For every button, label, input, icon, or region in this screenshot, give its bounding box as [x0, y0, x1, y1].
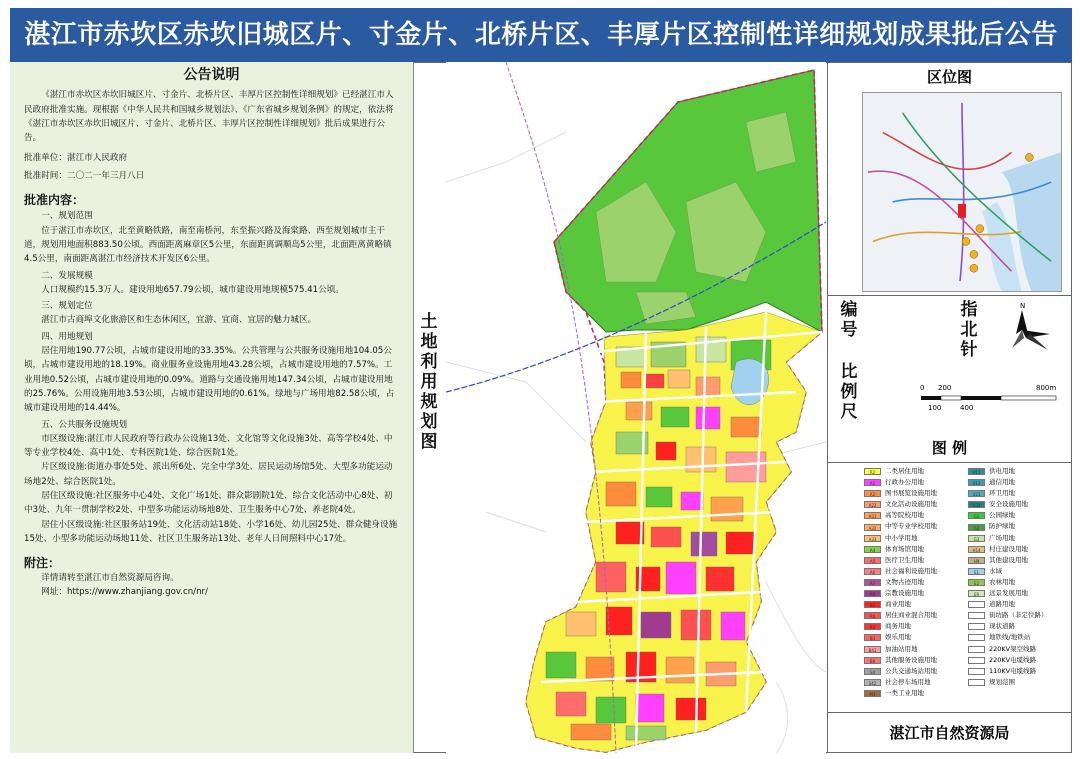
legend-label: 社会停车场用地 [885, 677, 931, 686]
legend-right-item [968, 477, 1048, 488]
legend-label: 文化活动设施用地 [885, 500, 937, 509]
legend-swatch: A6 [864, 568, 881, 575]
legend-left-column [864, 466, 937, 699]
appendix-heading: 附注： [24, 556, 61, 571]
legend-label: 其他建设用地 [989, 555, 1028, 564]
legend-left-item [864, 632, 937, 643]
notice-panel [10, 62, 414, 753]
legend-label: 现状道路 [989, 622, 1015, 631]
legend-swatch: Rb [864, 612, 881, 619]
legend-right-item [968, 655, 1048, 666]
legend-label: 220KV电缆线路 [989, 655, 1037, 664]
legend-swatch: B41 [864, 646, 881, 653]
content-heading: 批准内容： [24, 193, 85, 208]
legend-swatch: B3 [864, 634, 881, 641]
legend-right-item [968, 488, 1048, 499]
legend-swatch [968, 657, 985, 664]
authority-name: 湛江市自然资源局 [827, 712, 1072, 753]
legend-label: 高等院校用地 [885, 511, 924, 520]
s3-title: 三、规划定位 [41, 301, 93, 312]
legend-swatch: U31 [968, 501, 985, 508]
legend-swatch: B2 [864, 623, 881, 630]
notice-heading: 公告说明 [183, 67, 240, 83]
s5-title: 五、公共服务设施规划 [41, 419, 128, 430]
legend-swatch: M1 [864, 690, 881, 697]
s4-title: 四、用地规划 [41, 331, 93, 342]
legend-swatch: G3 [968, 535, 985, 542]
legend-right-item [968, 510, 1048, 521]
legend-right-item [968, 621, 1048, 632]
legend-swatch: A2 [864, 490, 881, 497]
legend-left-item [864, 666, 937, 677]
legend-swatch: S42 [864, 679, 881, 686]
legend-swatch: A31 [864, 512, 881, 519]
legend-left-item [864, 555, 937, 566]
legend-title: 图 例 [931, 439, 968, 457]
legend-right-item [968, 533, 1048, 544]
legend-left-item [864, 655, 937, 666]
notice-intro: 《湛江市赤坎区赤坎旧城区片、寸金片、北桥片区、丰厚片区控制性详细规划》已经湛江市人民政府批准实施。现根据《中华人民共和国城乡规划法》、《广东省城乡规划条例》的规定，依法将《湛江市赤坎区赤坎旧城区片、寸金片、北桥片区、丰厚片区控制性详细规划》批后成果进行公告。 [24, 90, 394, 144]
legend-swatch: H14 [968, 546, 985, 553]
legend-label: 公共交通场站用地 [885, 666, 937, 675]
legend-label: 行政办公用地 [885, 478, 924, 487]
legend-right-item [968, 555, 1048, 566]
legend-swatch: H9 [968, 557, 985, 564]
legend-right-column [968, 466, 1048, 688]
north-arrow-icon [1010, 300, 1056, 356]
legend-left-item [864, 621, 937, 632]
north-label: 指北针 [960, 300, 978, 360]
legend-swatch: A22 [864, 501, 881, 508]
legend-right-item [968, 588, 1048, 599]
legend-label: 商业用地 [885, 600, 911, 609]
legend-label: 一类工业用地 [885, 688, 924, 697]
legend-swatch: U21 [968, 490, 985, 497]
legend-right-item [968, 577, 1048, 588]
legend-swatch [968, 668, 985, 675]
legend-swatch: E1 [968, 568, 985, 575]
legend-left-item [864, 644, 937, 655]
legend-right-item [968, 632, 1048, 643]
legend-left-item [864, 466, 937, 477]
legend-right-item [968, 566, 1048, 577]
legend-swatch: A4 [864, 546, 881, 553]
s2-title: 二、发展规模 [41, 270, 93, 281]
legend-label: 防护绿地 [989, 522, 1015, 531]
legend-label: 商务用地 [885, 622, 911, 631]
scale-tick-0: 0 [920, 384, 925, 392]
legend-left-item [864, 510, 937, 521]
legend-left-item [864, 533, 937, 544]
location-map [862, 92, 1062, 292]
s4-text: 居住用地190.77公顷，占城市建设用地的33.35%。公共管理与公共服务设施用地104.05公顷，占城市建设用地的18.19%。商业服务业设施用地43.28公顷，占城市建设用地的7.57%。工业用地0.52公顷，占城市建设用地的0.09%。道路与交通设施用地147.34公顷，占城市建设用地的25.76%。公用设施用地3.53公顷，占城市建设用地的0.61%。绿地与广场用地82.58公顷，占城市建设用地的14.44%。 [24, 346, 395, 414]
s5-p3: 居住区级设施:社区服务中心4处、文化广场1处、群众影剧院1处、综合文化活动中心8处、初中3处、九年一贯制学校2处、中型多功能运动场地8处、卫生服务中心7处、养老院4处。 [24, 491, 393, 516]
approver: 批准单位：湛江市人民政府 [24, 153, 128, 164]
legend-left-item [864, 677, 937, 688]
legend-right-item [968, 544, 1048, 555]
legend-left-item [864, 610, 937, 621]
legend-left-item [864, 688, 937, 699]
legend-swatch [968, 634, 985, 641]
legend-label: 图书展览设施用地 [885, 489, 937, 498]
legend-left-item [864, 499, 937, 510]
legend-label: 公园绿地 [989, 511, 1015, 520]
legend-label: 社会福利设施用地 [885, 566, 937, 575]
legend-swatch: E2 [968, 579, 985, 586]
map-vertical-title: 土地利用规划图 [420, 312, 438, 452]
legend-left-item [864, 588, 937, 599]
s5-p4: 居住小区级设施:社区服务站19处、文化活动站18处、小学16处、幼儿园25处、群众健身设施15处、小型多功能运动场地11处、社区卫生服务站13处、老年人日间照料中心17处。 [24, 519, 398, 544]
legend-swatch: A32 [864, 524, 881, 531]
legend-label: 远景发展用地 [989, 589, 1028, 598]
legend-label: 居住商业混合用地 [885, 611, 937, 620]
legend-left-item [864, 544, 937, 555]
legend-left-item [864, 566, 937, 577]
legend-swatch: B9 [864, 657, 881, 664]
legend-label: 医疗卫生用地 [885, 555, 924, 564]
north-letter: N [1020, 302, 1026, 310]
legend-label: 规划范围 [989, 677, 1015, 686]
legend-label: 中小学用地 [885, 533, 918, 542]
legend-swatch [968, 612, 985, 619]
legend-left-item [864, 577, 937, 588]
legend-swatch: A7 [864, 579, 881, 586]
legend-swatch: G1 [968, 512, 985, 519]
legend-swatch: R2 [864, 468, 881, 475]
location-map-title: 区位图 [926, 68, 972, 86]
legend-label: 道路用地 [989, 600, 1015, 609]
legend-label: 村庄建设用地 [989, 544, 1028, 553]
legend-right-item [968, 610, 1048, 621]
legend-swatch: A5 [864, 557, 881, 564]
scale-tick-400: 400 [960, 404, 974, 412]
legend-right-item [968, 599, 1048, 610]
s5-p2: 片区级设施:街道办事处5处、派出所6处、完全中学3处、居民运动场馆5处、大型多功能运动场地2处、综合医院1处。 [24, 462, 393, 487]
legend-swatch [968, 601, 985, 608]
legend-label: 二类居住用地 [885, 467, 924, 475]
legend-left-item [864, 488, 937, 499]
scale-bar [920, 394, 1060, 404]
legend-right-item [968, 466, 1048, 477]
legend-label: 220KV架空线路 [989, 644, 1037, 653]
legend-label: 街坊路（非定位路） [989, 611, 1048, 620]
s5-p1: 市区级设施:湛江市人民政府等行政办公设施13处、文化馆等文化设施3处、高等学校4处、中等专业学校4处、高中1处、专科医院1处、综合医院1处。 [24, 433, 393, 459]
appendix-1: 详情请转至湛江市自然资源局咨询。 [41, 572, 179, 583]
legend-swatch: U12 [968, 479, 985, 486]
legend-swatch: A33 [864, 535, 881, 542]
legend-label: 安全设施用地 [989, 500, 1028, 509]
legend-label: 娱乐用地 [885, 633, 911, 642]
legend-label: 地铁线/地铁站 [989, 633, 1031, 642]
legend-label: 广场用地 [989, 533, 1015, 542]
legend-label: 通信用地 [989, 478, 1015, 487]
legend-swatch [968, 646, 985, 653]
appendix-2: 网址：https://www.zhanjiang.gov.cn/nr/ [41, 586, 208, 597]
legend-swatch: G2 [968, 524, 985, 531]
legend-label: 农林用地 [989, 577, 1015, 586]
scale-tick-200: 200 [938, 384, 952, 392]
s2-text: 人口规模约15.3万人。建设用地657.79公顷，城市建设用地规模575.41公顷。 [41, 284, 344, 295]
s1-title: 一、规划范围 [41, 211, 93, 222]
land-use-map [446, 62, 826, 753]
legend-swatch: E9 [968, 590, 985, 597]
legend-label: 供电用地 [989, 467, 1015, 475]
legend-label: 110KV电缆线路 [989, 666, 1037, 675]
legend-swatch: B1 [864, 601, 881, 608]
legend-right-item [968, 666, 1048, 677]
scale-tick-100: 100 [928, 404, 942, 412]
legend-label: 其他服务设施用地 [885, 655, 937, 664]
legend-swatch: A1 [864, 479, 881, 486]
legend-swatch: S4 [864, 668, 881, 675]
scale-tick-800: 800m [1036, 384, 1057, 392]
approval-date: 批准时间：二〇二一年三月八日 [24, 170, 145, 181]
scale-label: 比例尺 [840, 362, 858, 422]
legend-label: 加油站用地 [885, 644, 918, 653]
legend-swatch [968, 623, 985, 630]
legend-right-item [968, 677, 1048, 688]
s1-text: 位于湛江市赤坎区，北至黄略铁路，南至南桥河，东至振兴路及海棠路、西至规划城市主干道，规划用地面积883.50公顷。西面距离麻章区5公里，东面距离调顺岛5公里，北面距离黄略镇4.5公里，南面距离湛江市经济技术开发区6公里。 [24, 225, 392, 265]
legend-swatch [968, 679, 985, 686]
legend-label: 宗教设施用地 [885, 589, 924, 598]
legend-label: 中等专业学校用地 [885, 522, 937, 531]
legend-label: 水域 [989, 566, 1002, 575]
legend-swatch: A9 [864, 590, 881, 597]
legend-right-item [968, 521, 1048, 532]
legend-left-item [864, 599, 937, 610]
legend-label: 体育场馆用地 [885, 544, 924, 553]
number-label: 编号 [840, 300, 858, 340]
s3-text: 湛江市古商埠文化旅游区和生态休闲区，宜游、宜商、宜居的魅力城区。 [41, 315, 317, 326]
legend-right-item [968, 644, 1048, 655]
page-title: 湛江市赤坎区赤坎旧城区片、寸金片、北桥片区、丰厚片区控制性详细规划成果批后公告 [10, 8, 1072, 62]
legend-label: 文物古迹用地 [885, 577, 924, 586]
legend-swatch: U11 [968, 468, 985, 475]
legend-left-item [864, 521, 937, 532]
legend-right-item [968, 499, 1048, 510]
legend-label: 环卫用地 [989, 489, 1015, 498]
legend-left-item [864, 477, 937, 488]
